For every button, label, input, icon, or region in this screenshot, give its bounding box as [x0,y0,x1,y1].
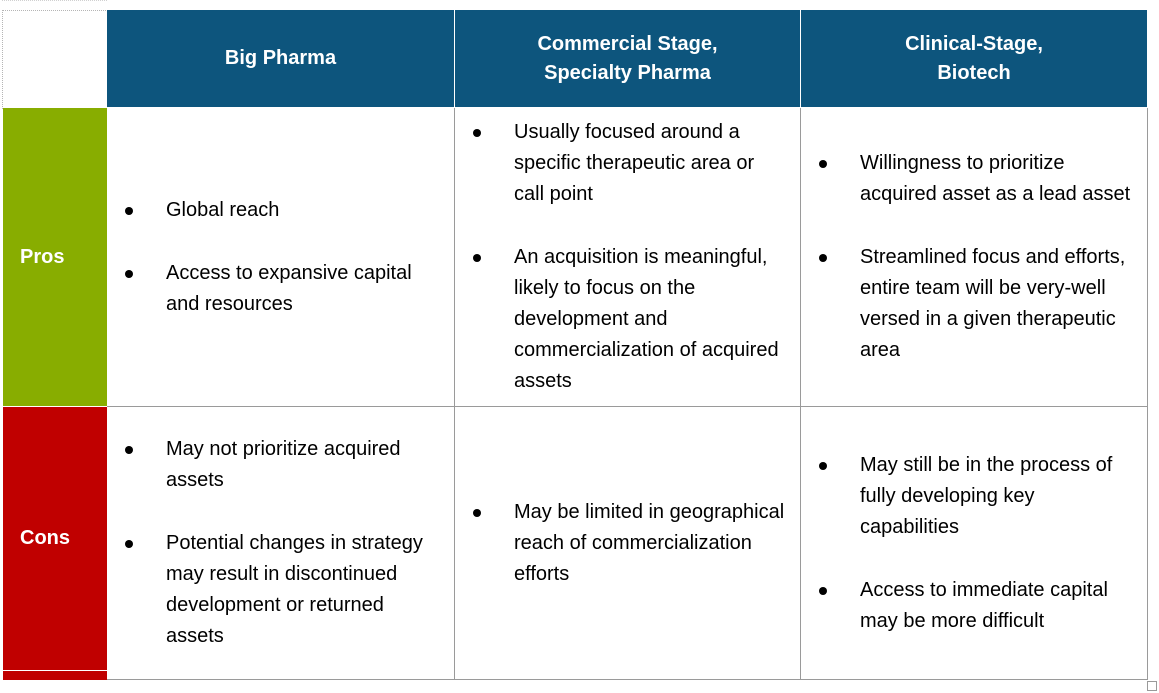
bullet-list [107,434,454,652]
column-header-label: Big Pharma [224,47,337,69]
column-header-commercial-stage [455,10,801,107]
bullet-list [801,148,1147,366]
list-item [801,242,1147,366]
table-move-guide [2,0,107,1]
list-item [455,242,800,397]
column-header-big-pharma [107,10,455,107]
bullet-icon [125,540,133,548]
table-cell-cons-commercial-stage[interactable] [455,407,801,680]
row-label-text: Pros [20,245,65,268]
list-item [455,497,800,590]
list-item-text: Potential changes in strategy may result in discontinued development or returned assets [166,532,423,647]
list-item-text: Access to expansive capital and resources [166,261,412,315]
row-label-pros [3,108,107,406]
empty-corner-cell [2,10,108,109]
bullet-list [455,117,800,397]
bullet-icon [125,270,133,278]
list-item [107,258,454,320]
column-header-label: Clinical-Stage, Biotech [905,32,1043,84]
list-item-text: Streamlined focus and efforts, entire team will be very-well versed in a given therapeutic area [860,246,1126,361]
bullet-icon [819,160,827,168]
column-header-label: Commercial Stage, Specialty Pharma [537,32,718,84]
bullet-icon [819,587,827,595]
bullet-list [801,450,1147,637]
list-item [801,450,1147,543]
bullet-icon [819,254,827,262]
bullet-icon [473,509,481,517]
list-item [801,575,1147,637]
list-item [107,528,454,652]
table-cell-pros-clinical-stage[interactable] [801,108,1148,407]
row-label-text: Cons [20,527,70,549]
row-label-cons-tail [3,671,107,680]
list-item-text: Usually focused around a specific therapeutic area or call point [514,121,755,205]
table-cell-pros-commercial-stage[interactable] [455,108,801,407]
list-item [801,148,1147,210]
list-item-text: May still be in the process of fully developing key capabilities [860,453,1113,538]
list-item-text: Access to immediate capital may be more difficult [860,578,1108,632]
list-item [107,434,454,496]
bullet-icon [473,129,481,137]
list-item-text: May be limited in geographical reach of commercialization efforts [514,500,785,585]
list-item-text: Global reach [166,198,280,221]
bullet-icon [473,254,481,262]
bullet-icon [819,462,827,470]
list-item [455,117,800,210]
list-item [107,195,454,226]
column-header-clinical-stage [801,10,1147,107]
bullet-icon [125,207,133,215]
list-item-text: May not prioritize acquired assets [166,438,401,491]
table-cell-pros-big-pharma[interactable] [107,108,455,407]
table-cell-cons-clinical-stage[interactable] [801,407,1148,680]
table-cell-cons-big-pharma[interactable] [107,407,455,680]
bullet-icon [125,446,133,454]
list-item-text: Willingness to prioritize acquired asset as a lead asset [860,152,1131,205]
bullet-list [107,195,454,320]
table-resize-handle[interactable] [1147,681,1157,691]
list-item-text: An acquisition is meaningful, likely to focus on the development and commercialization of acquired assets [514,246,779,392]
bullet-list [455,497,800,590]
row-label-cons [3,407,107,670]
